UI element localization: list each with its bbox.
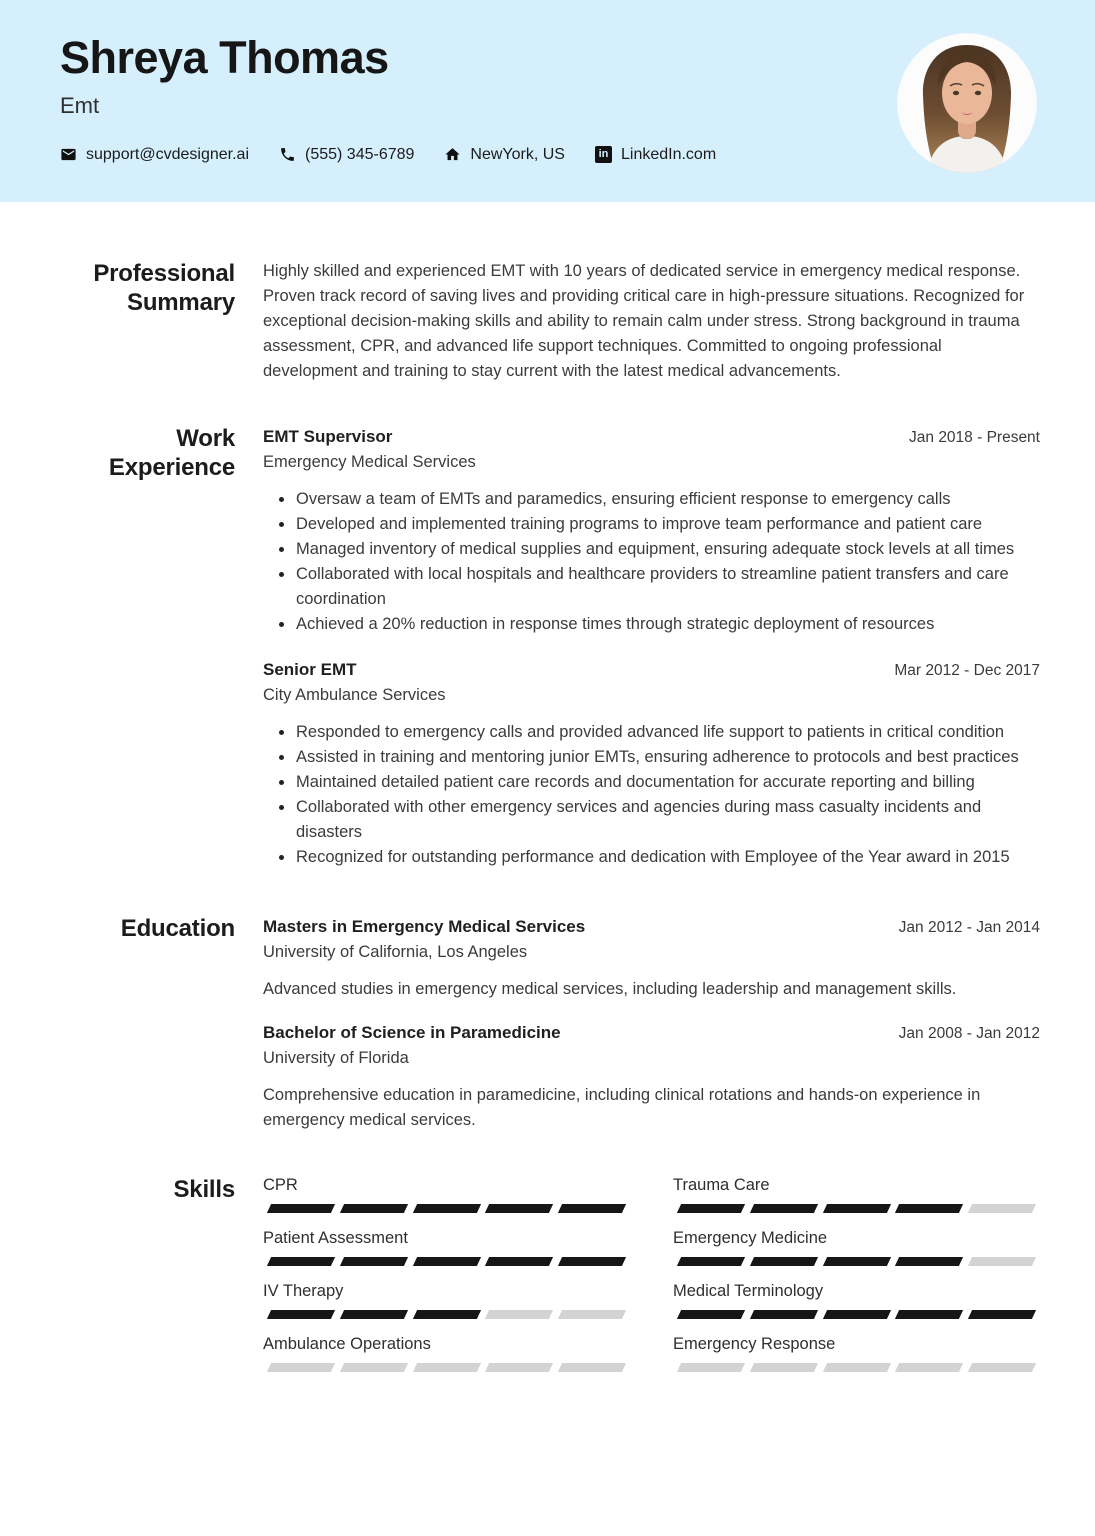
skill-bar-segment xyxy=(558,1363,626,1372)
skill-bar-segment xyxy=(677,1204,745,1213)
job-bullet: Responded to emergency calls and provided advanced life support to patients in critical condition xyxy=(263,720,1040,745)
work-entries xyxy=(263,424,1040,870)
skill-level-bar xyxy=(263,1257,630,1266)
skill-bar-segment xyxy=(412,1363,480,1372)
skill-name: Ambulance Operations xyxy=(263,1335,431,1353)
skill-level-bar xyxy=(673,1363,1040,1372)
degree-title: Masters in Emergency Medical Services xyxy=(263,917,586,936)
skill-bar-segment xyxy=(412,1257,480,1266)
header-left xyxy=(60,33,716,164)
skill-item xyxy=(263,1334,630,1372)
degree-dates: Jan 2012 - Jan 2014 xyxy=(898,919,1040,936)
job-title: EMT Supervisor xyxy=(263,427,393,446)
job-dates: Mar 2012 - Dec 2017 xyxy=(894,662,1040,679)
job-bullet: Recognized for outstanding performance and dedication with Employee of the Year award in 2015 xyxy=(263,845,1040,870)
phone-icon xyxy=(279,146,296,163)
skill-bar-segment xyxy=(412,1204,480,1213)
job-bullet: Achieved a 20% reduction in response times through strategic deployment of resources xyxy=(263,612,1040,637)
skill-bar-segment xyxy=(558,1310,626,1319)
skill-bar-segment xyxy=(267,1204,335,1213)
skill-bar-segment xyxy=(822,1204,890,1213)
skill-bar-segment xyxy=(822,1310,890,1319)
summary-heading: Professional Summary xyxy=(93,260,235,317)
skill-level-bar xyxy=(673,1257,1040,1266)
job-bullet: Assisted in training and mentoring junior EMTs, ensuring adherence to protocols and best practices xyxy=(263,745,1040,770)
skill-name: Emergency Medicine xyxy=(673,1229,828,1247)
skill-bar-segment xyxy=(750,1363,818,1372)
resume-body xyxy=(0,259,1095,1387)
summary-text: Highly skilled and experienced EMT with 10 years of dedicated service in emergency medical response. Proven track record of saving lives and providing critical care in high-pressure situations. Recognized for exceptional decision-making skills and ability to remain calm under stress. Strong background in trauma assessment, CPR, and advanced life support techniques. Committed to ongoing professional development and training to stay current with the latest medical advancements. xyxy=(263,262,1025,380)
skill-bar-segment xyxy=(340,1257,408,1266)
degree-entry xyxy=(263,914,1040,1002)
job-company: Emergency Medical Services xyxy=(263,453,476,471)
education-entries xyxy=(263,914,1040,1133)
skill-bar-segment xyxy=(558,1204,626,1213)
degree-entry-head xyxy=(263,914,1040,939)
skill-bar-segment xyxy=(895,1257,963,1266)
job-bullet-list xyxy=(263,487,1040,637)
contact-phone-text: (555) 345-6789 xyxy=(305,145,415,163)
person-name: Shreya Thomas xyxy=(60,32,389,83)
skill-level-bar xyxy=(263,1204,630,1213)
degree-school: University of California, Los Angeles xyxy=(263,943,528,961)
job-title: Senior EMT xyxy=(263,660,357,679)
degree-description: Advanced studies in emergency medical services, including leadership and management skills. xyxy=(263,980,957,998)
job-bullet: Developed and implemented training programs to improve team performance and patient care xyxy=(263,512,1040,537)
skill-bar-segment xyxy=(412,1310,480,1319)
skill-name: IV Therapy xyxy=(263,1282,344,1300)
skill-bar-segment xyxy=(677,1310,745,1319)
skill-bar-segment xyxy=(750,1204,818,1213)
skill-bar-segment xyxy=(267,1257,335,1266)
contact-row xyxy=(60,146,716,164)
contact-email-text: support@cvdesigner.ai xyxy=(86,145,249,163)
work-heading: Work Experience xyxy=(108,425,235,482)
job-bullet: Collaborated with other emergency services and agencies during mass casualty incidents and disasters xyxy=(263,795,1040,845)
skill-item xyxy=(673,1175,1040,1213)
skill-bar-segment xyxy=(895,1310,963,1319)
skill-bar-segment xyxy=(340,1204,408,1213)
job-bullet-list xyxy=(263,720,1040,870)
degree-dates: Jan 2008 - Jan 2012 xyxy=(898,1025,1040,1042)
skill-bar-segment xyxy=(485,1204,553,1213)
skill-bar-segment xyxy=(340,1363,408,1372)
skill-name: Emergency Response xyxy=(673,1335,836,1353)
skill-item xyxy=(673,1281,1040,1319)
skill-bar-segment xyxy=(895,1204,963,1213)
skill-bar-segment xyxy=(968,1363,1036,1372)
skill-bar-segment xyxy=(267,1363,335,1372)
job-entry xyxy=(263,657,1040,870)
skill-bar-segment xyxy=(968,1310,1036,1319)
skill-item xyxy=(263,1175,630,1213)
degree-entry-head xyxy=(263,1020,1040,1045)
job-bullet: Oversaw a team of EMTs and paramedics, ensuring efficient response to emergency calls xyxy=(263,487,1040,512)
skill-bar-segment xyxy=(485,1257,553,1266)
job-bullet: Maintained detailed patient care records and documentation for accurate reporting and billing xyxy=(263,770,1040,795)
skill-bar-segment xyxy=(968,1204,1036,1213)
skill-bar-segment xyxy=(968,1257,1036,1266)
contact-linkedin-text: LinkedIn.com xyxy=(620,145,717,163)
degree-school: University of Florida xyxy=(263,1049,409,1067)
contact-phone xyxy=(279,146,414,164)
skill-bar-segment xyxy=(822,1257,890,1266)
job-entry-head xyxy=(263,657,1040,682)
skill-name: Medical Terminology xyxy=(673,1282,824,1300)
skill-bar-segment xyxy=(750,1310,818,1319)
section-skills xyxy=(60,1175,1040,1387)
education-heading: Education xyxy=(120,915,235,942)
skill-bar-segment xyxy=(340,1310,408,1319)
section-education xyxy=(60,914,1040,1133)
job-bullet: Managed inventory of medical supplies and equipment, ensuring adequate stock levels at all times xyxy=(263,537,1040,562)
contact-email xyxy=(60,146,249,164)
section-summary xyxy=(60,259,1040,384)
job-dates: Jan 2018 - Present xyxy=(909,429,1040,446)
contact-location-text: NewYork, US xyxy=(470,145,565,163)
skill-item xyxy=(673,1228,1040,1266)
email-icon xyxy=(60,146,77,163)
job-bullet: Collaborated with local hospitals and healthcare providers to streamline patient transfers and care coordination xyxy=(263,562,1040,612)
skill-bar-segment xyxy=(895,1363,963,1372)
job-entry-head xyxy=(263,424,1040,449)
skill-level-bar xyxy=(673,1204,1040,1213)
skill-name: Trauma Care xyxy=(673,1176,770,1194)
section-work-experience xyxy=(60,424,1040,870)
home-icon xyxy=(444,146,461,163)
linkedin-icon: in xyxy=(595,146,612,163)
skill-bar-segment xyxy=(558,1257,626,1266)
avatar xyxy=(897,33,1037,173)
skill-item xyxy=(673,1334,1040,1372)
skills-heading: Skills xyxy=(173,1176,235,1203)
job-company: City Ambulance Services xyxy=(263,686,446,704)
contact-linkedin xyxy=(595,146,716,164)
skill-bar-segment xyxy=(677,1257,745,1266)
degree-entry xyxy=(263,1020,1040,1133)
portrait-illustration xyxy=(897,33,1037,173)
skills-grid xyxy=(263,1175,1040,1387)
skill-bar-segment xyxy=(822,1363,890,1372)
person-job-title: Emt xyxy=(60,92,100,118)
job-entry xyxy=(263,424,1040,637)
skill-bar-segment xyxy=(485,1363,553,1372)
skill-bar-segment xyxy=(485,1310,553,1319)
skill-bar-segment xyxy=(677,1363,745,1372)
skill-level-bar xyxy=(263,1310,630,1319)
skill-name: Patient Assessment xyxy=(263,1229,408,1247)
skill-bar-segment xyxy=(750,1257,818,1266)
contact-location xyxy=(444,146,565,164)
skill-item xyxy=(263,1281,630,1319)
degree-description: Comprehensive education in paramedicine, including clinical rotations and hands-on experience in emergency medical services. xyxy=(263,1086,981,1129)
skill-level-bar xyxy=(673,1310,1040,1319)
skill-item xyxy=(263,1228,630,1266)
skill-level-bar xyxy=(263,1363,630,1372)
resume-header xyxy=(0,0,1095,202)
skill-bar-segment xyxy=(267,1310,335,1319)
degree-title: Bachelor of Science in Paramedicine xyxy=(263,1023,561,1042)
skill-name: CPR xyxy=(263,1176,298,1194)
